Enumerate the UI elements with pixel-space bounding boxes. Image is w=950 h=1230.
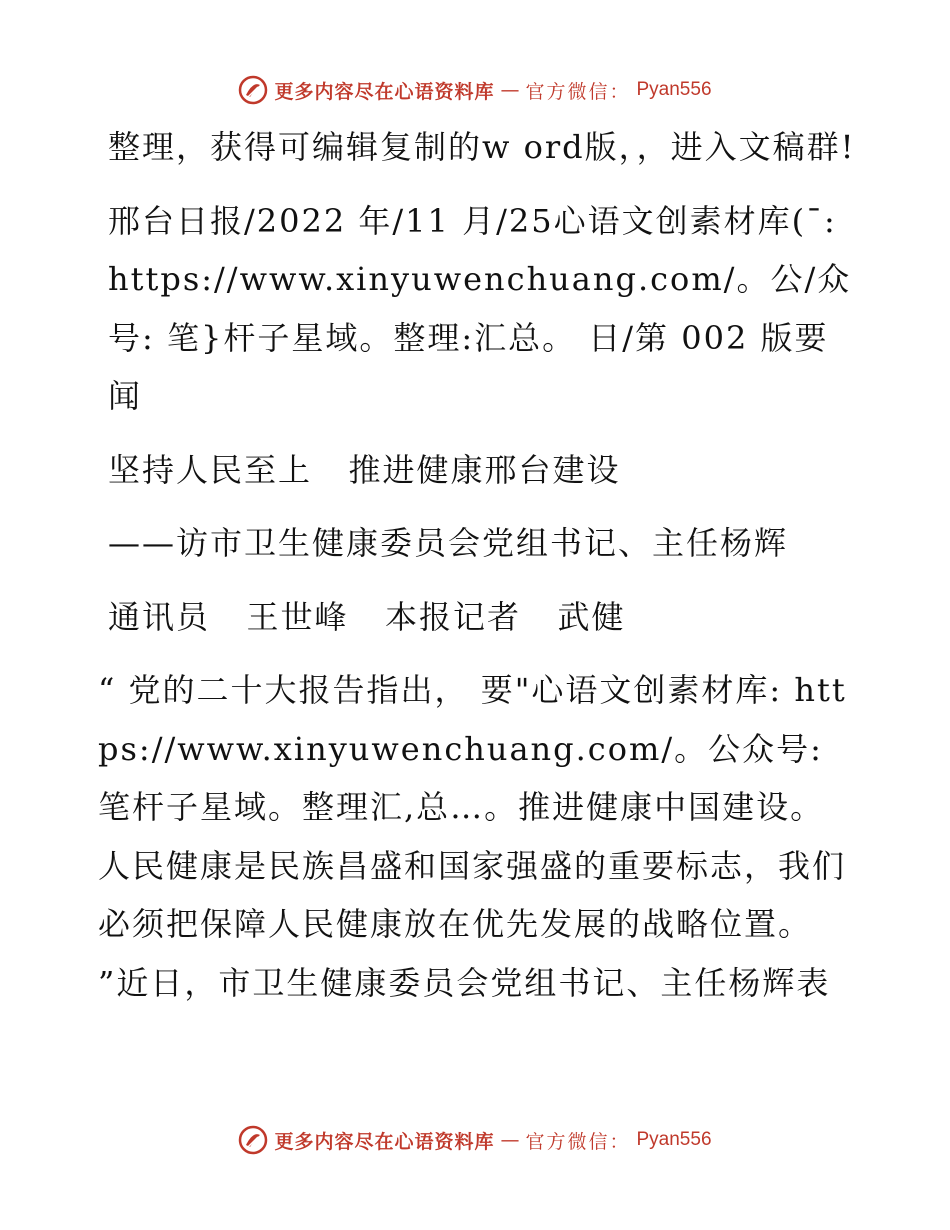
intro-paragraph: 整理，获得可编辑复制的w ord版，，进入文稿群! bbox=[108, 128, 856, 166]
banner-inner bbox=[238, 1125, 711, 1155]
article-byline: 通讯员 王世峰 本报记者 武健 bbox=[108, 597, 626, 636]
brand-logo-icon bbox=[238, 1125, 268, 1155]
footer-watermark-banner bbox=[0, 1120, 950, 1160]
banner-text: 更多内容尽在心语资料库 bbox=[274, 1130, 495, 1153]
article-title: 坚持人民至上 推进健康邢台建设 bbox=[108, 450, 621, 489]
banner-text: 更多内容尽在心语资料库 bbox=[274, 80, 495, 103]
banner-wechat-id: Pyan556 bbox=[636, 79, 712, 100]
article-subtitle: ——访市卫生健康委员会党组书记、主任杨辉 bbox=[108, 524, 789, 562]
banner-wechat-label: 官方微信： bbox=[525, 80, 631, 103]
brand-logo-icon bbox=[238, 75, 268, 105]
document-body bbox=[98, 118, 858, 1027]
body-paragraph: “ 党的二十大报告指出， 要"心语文创素材库: https://www.xinyuwenchuang.com/。公众号: 笔杆子星域。整理汇,总…。推进健康中国建设。 人民健康是民族昌盛和国家强盛的重要标志，我们必须把保障人民健康放在优先发展的战略位置。 ”近日，市卫生健康委员会党组书记、主任杨辉表 bbox=[98, 671, 847, 1002]
banner-wechat-label: 官方微信： bbox=[525, 1130, 631, 1153]
banner-wechat-id: Pyan556 bbox=[636, 1129, 712, 1150]
banner-dash: — bbox=[500, 1129, 520, 1151]
header-watermark-banner bbox=[0, 70, 950, 110]
banner-inner bbox=[238, 75, 711, 105]
banner-dash: — bbox=[500, 79, 520, 101]
source-paragraph: 邢台日报/2022 年/11 月/25心语文创素材库(¯: https://www.xinyuwenchuang.com/。公/众号: 笔}杆子星域。整理:汇总。 日/第 002 版要闻 bbox=[108, 201, 852, 415]
